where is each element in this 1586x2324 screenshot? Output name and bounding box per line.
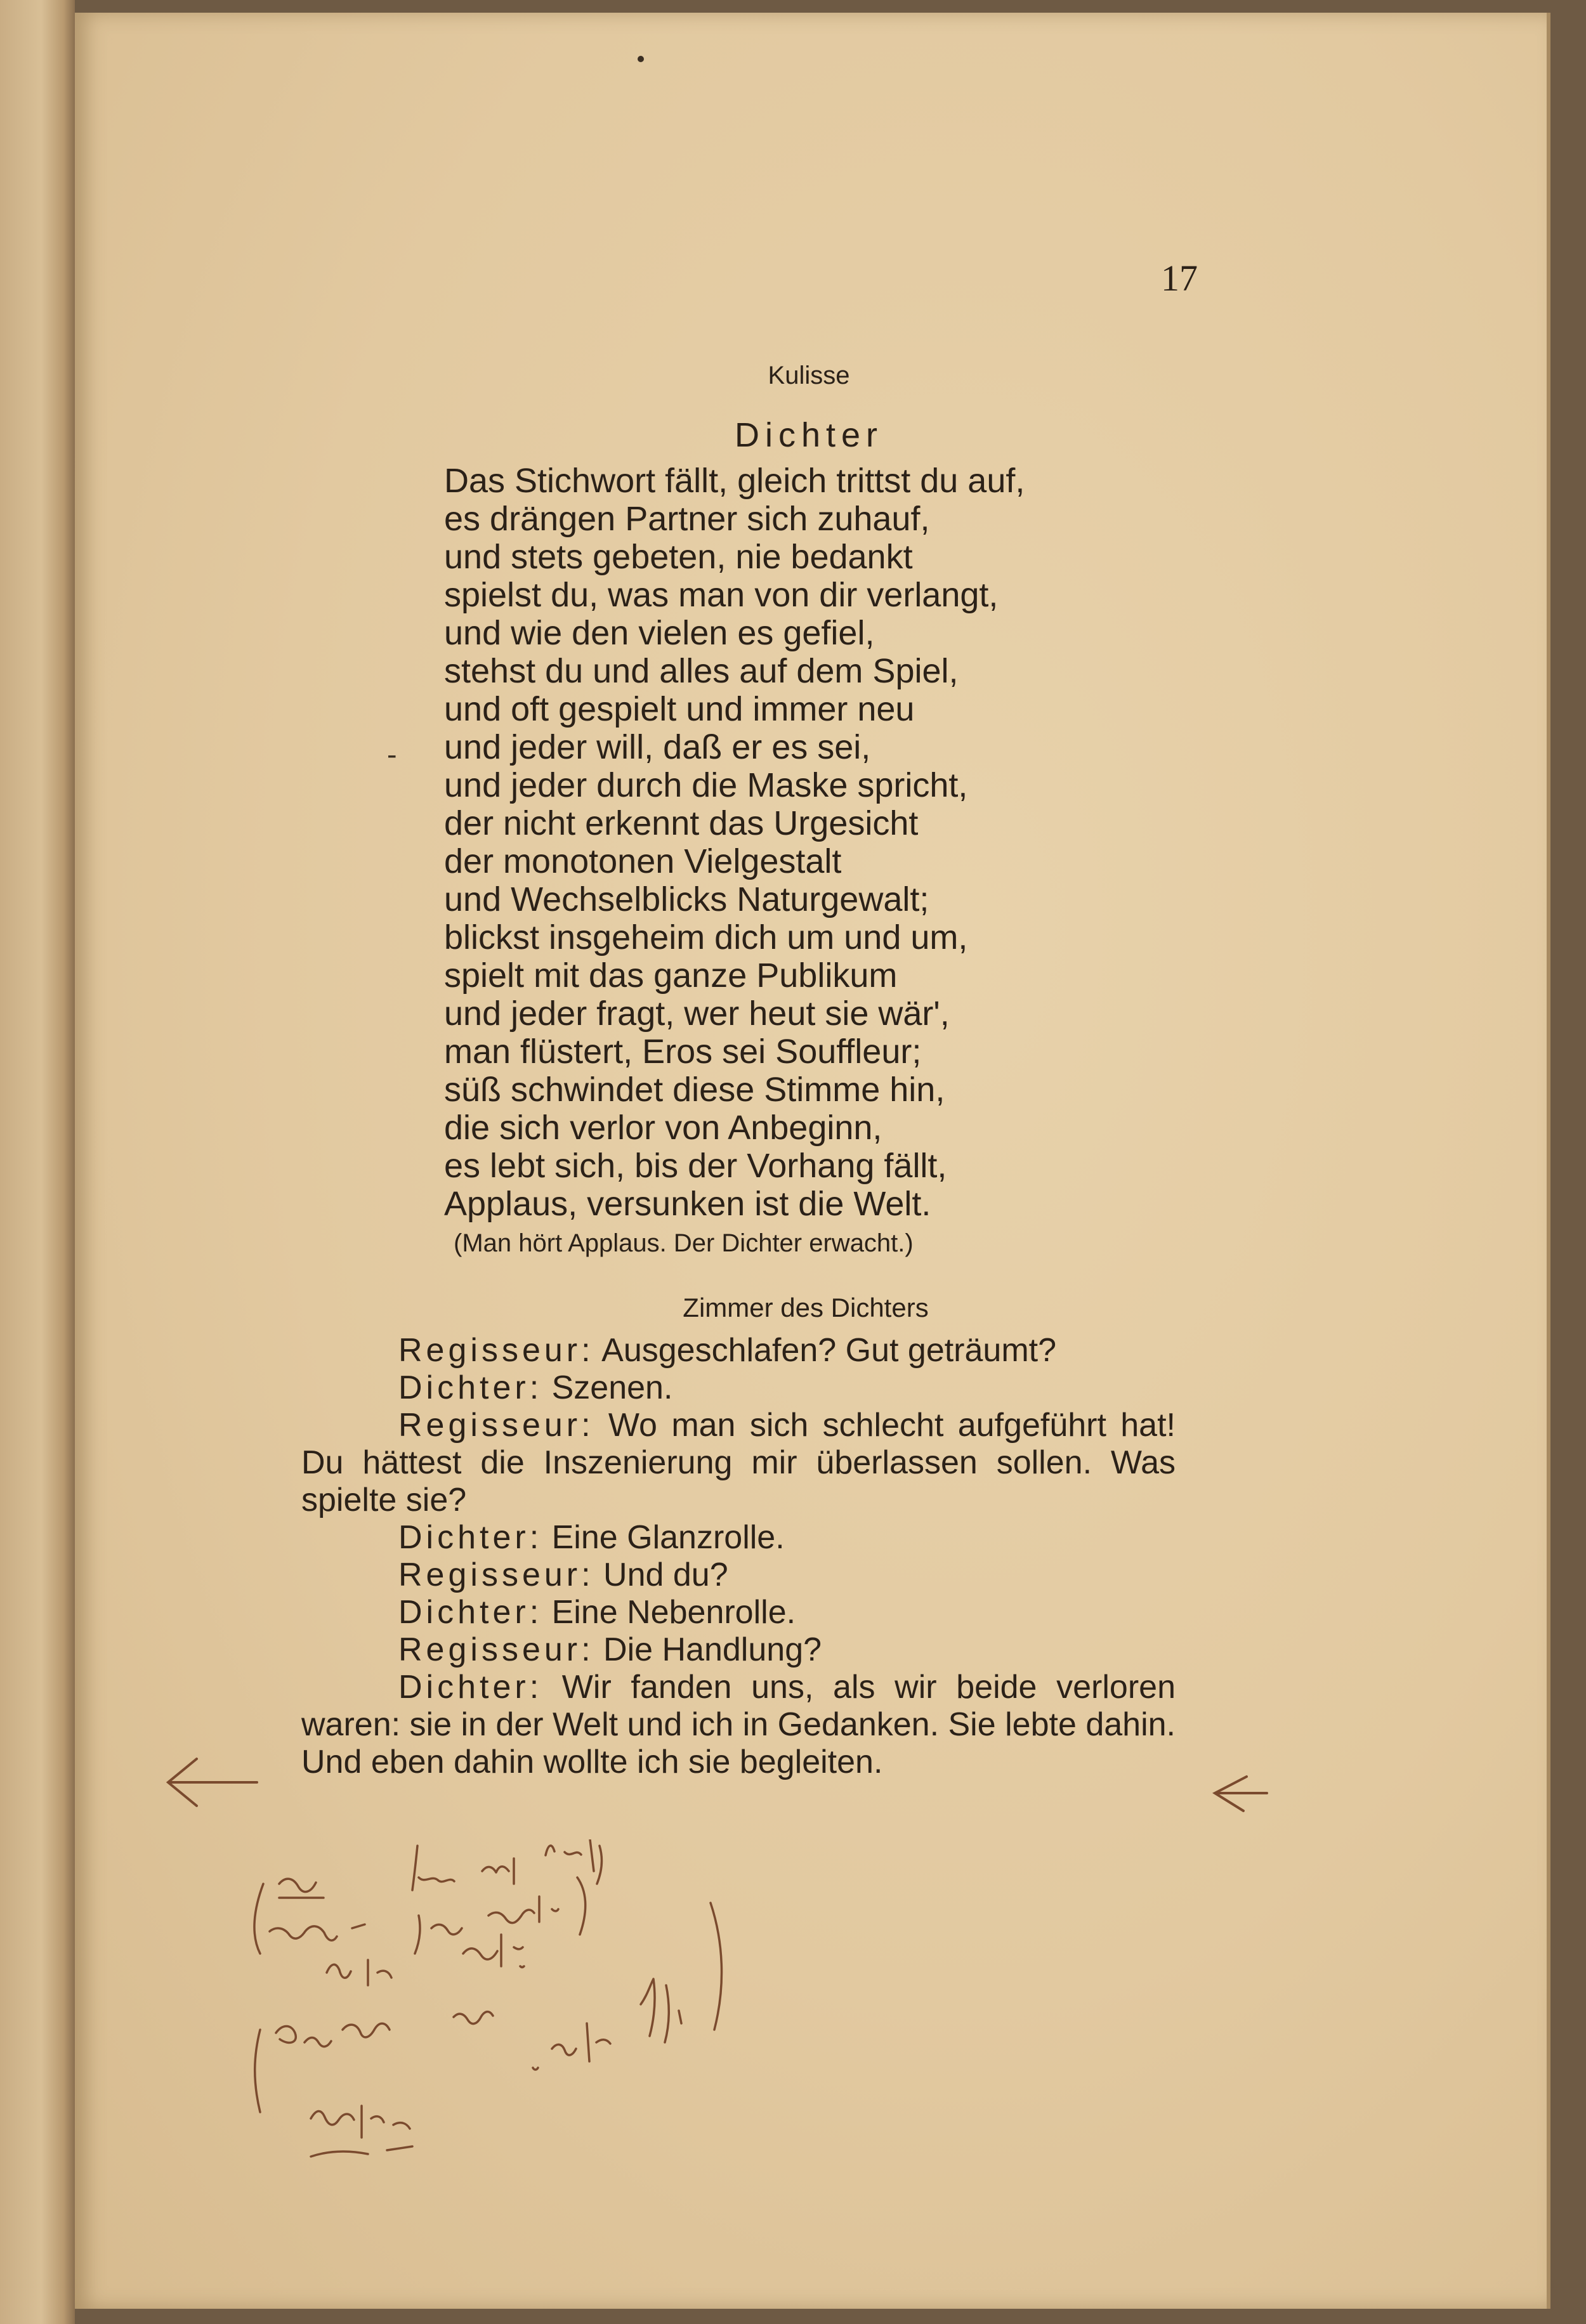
scene-setting-zimmer: Zimmer des Dichters	[683, 1293, 929, 1322]
dialogue-line	[301, 1557, 1176, 1594]
dialogue-text: Eine Glanzrolle.	[542, 1519, 785, 1556]
page-number: 17	[1161, 258, 1198, 299]
poem-line: Applaus, versunken ist die Welt.	[444, 1185, 931, 1223]
scene-setting-kulisse: Kulisse	[768, 362, 850, 389]
poem-speaker-heading: Dichter	[734, 416, 884, 454]
poem	[444, 462, 1025, 1223]
margin-pencil-mark: -	[387, 737, 397, 771]
dialogue-text: Die Handlung?	[594, 1631, 822, 1668]
dialogue-text: Szenen.	[542, 1369, 673, 1406]
poem-line: und jeder durch die Maske spricht,	[444, 766, 968, 804]
poem-line: spielst du, was man von dir verlangt,	[444, 576, 999, 614]
poem-line: Das Stichwort fällt, gleich trittst du auf,	[444, 462, 1025, 500]
handwritten-annotation	[235, 1839, 755, 2195]
speaker-label: Regisseur:	[398, 1407, 594, 1444]
dialogue-line	[301, 1594, 1176, 1631]
dialogue-line	[301, 1332, 1176, 1369]
left-page-edge	[0, 0, 75, 2324]
dialogue-line	[301, 1407, 1176, 1519]
poem-line: der nicht erkennt das Urgesicht	[444, 804, 919, 842]
dialogue-line	[301, 1631, 1176, 1669]
speaker-label: Regisseur:	[398, 1557, 594, 1593]
dialogue	[301, 1332, 1176, 1781]
poem-line: blickst insgeheim dich um und um,	[444, 918, 968, 956]
left-arrow-icon	[162, 1754, 263, 1811]
dialogue-text: Ausgeschlafen? Gut geträumt?	[594, 1332, 1057, 1369]
speaker-label: Regisseur:	[398, 1631, 594, 1668]
poem-line: und Wechselblicks Naturgewalt;	[444, 880, 929, 918]
poem-line: und jeder will, daß er es sei,	[444, 728, 871, 766]
poem-line: und stets gebeten, nie bedankt	[444, 538, 913, 576]
poem-line: spielt mit das ganze Publikum	[444, 956, 898, 995]
stage-direction: (Man hört Applaus. Der Dichter erwacht.)	[454, 1229, 914, 1257]
poem-line: und jeder fragt, wer heut sie wär',	[444, 995, 950, 1033]
dialogue-text: Und du?	[594, 1557, 728, 1593]
dialogue-line	[301, 1669, 1176, 1781]
poem-line: der monotonen Vielgestalt	[444, 842, 842, 880]
poem-line: die sich verlor von Anbeginn,	[444, 1109, 882, 1147]
speaker-label: Dichter:	[398, 1369, 543, 1406]
speaker-label: Regisseur:	[398, 1332, 594, 1369]
dialogue-text: Wo man sich schlecht aufgeführt hat! Du hättest die Inszenierung mir überlassen sollen. Was spielte sie?	[301, 1407, 1176, 1518]
poem-line: es lebt sich, bis der Vorhang fällt,	[444, 1147, 947, 1185]
poem-line: stehst du und alles auf dem Spiel,	[444, 652, 959, 690]
poem-line: man flüstert, Eros sei Souffleur;	[444, 1033, 922, 1071]
poem-line: und wie den vielen es gefiel,	[444, 614, 875, 652]
right-margin-arrow-icon	[1209, 1773, 1272, 1817]
speaker-label: Dichter:	[398, 1519, 543, 1556]
speaker-label: Dichter:	[398, 1669, 543, 1706]
speaker-label: Dichter:	[398, 1594, 543, 1631]
dialogue-line	[301, 1519, 1176, 1557]
poem-line: es drängen Partner sich zuhauf,	[444, 500, 930, 538]
ink-dot	[638, 56, 644, 62]
poem-line: süß schwindet diese Stimme hin,	[444, 1071, 945, 1109]
dialogue-line	[301, 1369, 1176, 1407]
dialogue-text: Wir fanden uns, als wir beide verloren waren: sie in der Welt und ich in Gedanken. Sie lebte dahin. Und eben dahin wollte ich sie begleiten.	[301, 1669, 1176, 1780]
dialogue-text: Eine Nebenrolle.	[542, 1594, 796, 1631]
poem-line: und oft gespielt und immer neu	[444, 690, 915, 728]
